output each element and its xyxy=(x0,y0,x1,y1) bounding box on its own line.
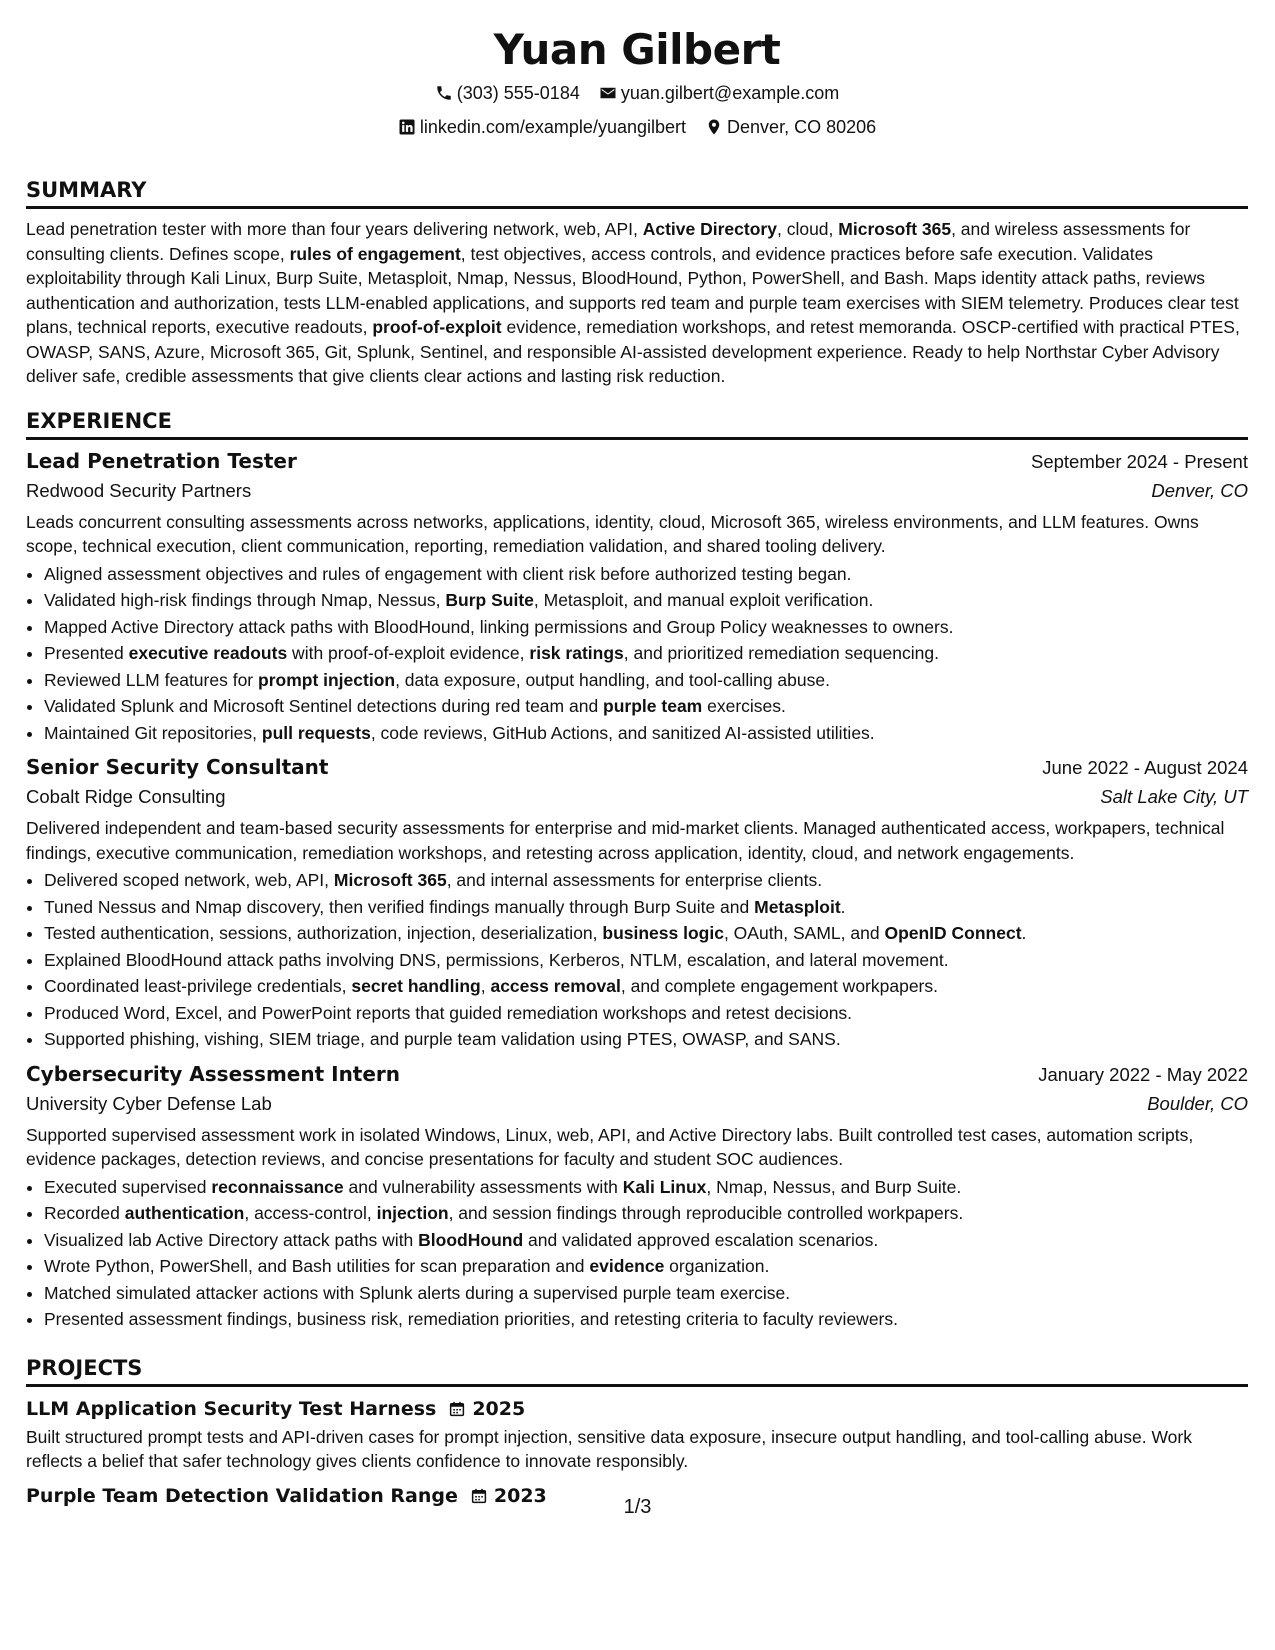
experience-heading: EXPERIENCE xyxy=(26,408,1248,440)
bold-keyword: purple team xyxy=(603,696,703,716)
bold-keyword: access removal xyxy=(490,976,621,996)
job-dates: January 2022 - May 2022 xyxy=(1038,1063,1248,1085)
bold-keyword: OpenID Connect xyxy=(884,923,1022,943)
bullet-item: • Supported phishing, vishing, SIEM triage, and purple team validation using PTES, OWASP, and SANS. xyxy=(44,1026,1248,1053)
summary-text: Lead penetration tester with more than four years delivering network, web, API, Active Directory, cloud, Microsoft 365, and wireless assessments for consulting clients. Defines scope, rules of engagement, test objectives, access controls, and evidence practices before safe execution. Validates exploitability through Kali Linux, Burp Suite, Metasploit, Nmap, Nessus, BloodHound, Python, PowerShell, and Bash. Maps identity attack paths, reviews authentication and authorization, tests LLM-enabled applications, and supports red team and purple team exercises with SIEM telemetry. Produces clear test plans, technical reports, executive readouts, proof-of-exploit evidence, remediation workshops, and retest memoranda. OSCP-certified with practical PTES, OWASP, SANS, Azure, Microsoft 365, Git, Splunk, Sentinel, and responsible AI-assisted development experience. Ready to help Northstar Cyber Advisory deliver safe, credible assessments that give clients clear actions and lasting risk reduction. xyxy=(26,219,1240,386)
bold-keyword: injection xyxy=(376,1203,449,1223)
bullet-item: • Maintained Git repositories, pull requests, code reviews, GitHub Actions, and sanitized AI-assisted utilities. xyxy=(44,720,1248,747)
projects-heading: PROJECTS xyxy=(26,1355,1248,1387)
job-title: Senior Security Consultant xyxy=(26,755,329,779)
bold-keyword: Microsoft 365 xyxy=(333,870,447,890)
bold-keyword: prompt injection xyxy=(258,669,396,690)
map-pin-icon xyxy=(705,118,723,136)
job-company: University Cyber Defense Lab xyxy=(26,1092,272,1114)
job-dates: June 2022 - August 2024 xyxy=(1042,757,1248,778)
location-contact xyxy=(705,116,876,138)
bullet-item: • Executed supervised reconnaissance and vulnerability assessments with Kali Linux, Nmap, Nessus, and Burp Suite. xyxy=(44,1174,1248,1201)
bullet-item: • Reviewed LLM features for prompt injection, data exposure, output handling, and tool-calling abuse. xyxy=(44,667,1248,694)
bold-keyword: secret handling xyxy=(351,976,481,996)
bold-keyword: Active Directory xyxy=(642,219,777,239)
bold-keyword: executive readouts xyxy=(128,643,288,663)
bold-keyword: rules of engagement xyxy=(289,243,461,264)
bold-keyword: evidence xyxy=(589,1256,665,1276)
envelope-icon xyxy=(599,84,617,102)
job-entry xyxy=(26,446,1248,747)
linkedin-contact[interactable] xyxy=(398,116,686,138)
project-name: Purple Team Detection Validation Range xyxy=(26,1484,458,1507)
email-text[interactable]: yuan.gilbert@example.com xyxy=(620,83,840,103)
bullet-item: • Wrote Python, PowerShell, and Bash utilities for scan preparation and evidence organization. xyxy=(44,1253,1248,1280)
bullet-item: • Tested authentication, sessions, authorization, injection, deserialization, business logic, OAuth, SAML, and OpenID Connect. xyxy=(44,920,1248,947)
project-description: Built structured prompt tests and API-driven cases for prompt injection, sensitive data exposure, insecure output handling, and tool-calling abuse. Work reflects a belief that safer technology gives clients confidence to innovate responsibly. xyxy=(26,1426,1192,1471)
bold-keyword: Burp Suite xyxy=(445,590,534,610)
project-entry xyxy=(26,1396,1248,1474)
bold-keyword: Kali Linux xyxy=(622,1176,707,1197)
job-location: Boulder, CO xyxy=(1147,1092,1248,1114)
contact-row-2 xyxy=(26,116,1248,141)
experience-list xyxy=(26,446,1248,1333)
job-description: Delivered independent and team-based security assessments for enterprise and mid-market clients. Managed authenticated access, workpapers, technical findings, executive communication, remediation workshops, and retesting across application, identity, cloud, and network engagements. xyxy=(26,818,1225,863)
phone-text: (303) 555-0184 xyxy=(456,83,580,103)
project-year: 2023 xyxy=(493,1484,547,1507)
bold-keyword: Microsoft 365 xyxy=(838,219,952,239)
bullet-item: • Aligned assessment objectives and rules of engagement with client risk before authorized testing began. xyxy=(44,561,1248,588)
phone-icon xyxy=(435,84,453,102)
job-entry xyxy=(26,1059,1248,1333)
calendar-icon xyxy=(448,1400,466,1418)
bullet-item: • Delivered scoped network, web, API, Microsoft 365, and internal assessments for enterprise clients. xyxy=(44,867,1248,894)
job-description: Leads concurrent consulting assessments across networks, applications, identity, cloud, Microsoft 365, wireless environments, and LLM features. Owns scope, technical execution, client communication, reporting, remediation validation, and shared tooling delivery. xyxy=(26,511,1199,556)
linkedin-text[interactable]: linkedin.com/example/yuangilbert xyxy=(419,117,687,137)
job-title: Cybersecurity Assessment Intern xyxy=(26,1061,401,1086)
bold-keyword: pull requests xyxy=(261,722,371,743)
job-bullets xyxy=(26,867,1248,1053)
job-location: Denver, CO xyxy=(1151,479,1248,501)
bullet-item: • Produced Word, Excel, and PowerPoint reports that guided remediation workshops and retest decisions. xyxy=(44,1000,1248,1027)
bold-keyword: risk ratings xyxy=(529,643,624,663)
bullet-item: • Mapped Active Directory attack paths with BloodHound, linking permissions and Group Policy weaknesses to owners. xyxy=(44,614,1248,641)
project-year: 2025 xyxy=(472,1397,526,1420)
bullet-item: • Tuned Nessus and Nmap discovery, then verified findings manually through Burp Suite and Metasploit. xyxy=(44,894,1248,921)
email-contact[interactable] xyxy=(599,82,839,104)
bullet-item: • Presented executive readouts with proof-of-exploit evidence, risk ratings, and prioritized remediation sequencing. xyxy=(44,640,1248,667)
job-description: Supported supervised assessment work in isolated Windows, Linux, web, API, and Active Directory labs. Built controlled test cases, automation scripts, evidence packages, detection reviews, and concise presentations for faculty and student SOC audiences. xyxy=(26,1124,1194,1169)
bullet-item: • Recorded authentication, access-control, injection, and session findings through reproducible controlled workpapers. xyxy=(44,1200,1248,1227)
linkedin-icon xyxy=(398,118,416,136)
job-company: Redwood Security Partners xyxy=(26,479,252,501)
bold-keyword: reconnaissance xyxy=(211,1176,344,1197)
project-name: LLM Application Security Test Harness xyxy=(26,1397,437,1420)
bullet-item: • Visualized lab Active Directory attack paths with BloodHound and validated approved escalation scenarios. xyxy=(44,1227,1248,1254)
job-bullets xyxy=(26,1174,1248,1333)
bullet-item: • Validated high-risk findings through Nmap, Nessus, Burp Suite, Metasploit, and manual exploit verification. xyxy=(44,587,1248,614)
bold-keyword: BloodHound xyxy=(418,1229,524,1250)
job-title: Lead Penetration Tester xyxy=(26,448,297,473)
job-dates: September 2024 - Present xyxy=(1031,450,1248,472)
bullet-item: • Presented assessment findings, business risk, remediation priorities, and retesting criteria to faculty reviewers. xyxy=(44,1306,1248,1333)
bullet-item: • Explained BloodHound attack paths involving DNS, permissions, Kerberos, NTLM, escalation, and lateral movement. xyxy=(44,947,1248,974)
job-bullets xyxy=(26,561,1248,747)
bullet-item: • Coordinated least-privilege credentials, secret handling, access removal, and complete engagement workpapers. xyxy=(44,973,1248,1000)
resume-page xyxy=(26,0,1248,1509)
location-text: Denver, CO 80206 xyxy=(727,117,877,137)
bullet-item: • Validated Splunk and Microsoft Sentinel detections during red team and purple team exercises. xyxy=(44,693,1248,720)
job-location: Salt Lake City, UT xyxy=(1100,786,1248,807)
candidate-name: Yuan Gilbert xyxy=(493,25,781,74)
page-number: 1/3 xyxy=(623,1496,652,1518)
bold-keyword: Metasploit xyxy=(754,896,841,917)
bold-keyword: business logic xyxy=(602,923,724,943)
contact-row-1 xyxy=(26,82,1248,107)
bold-keyword: authentication xyxy=(124,1203,245,1223)
bold-keyword: proof-of-exploit xyxy=(372,317,502,337)
bullet-item: • Matched simulated attacker actions with Splunk alerts during a supervised purple team exercise. xyxy=(44,1280,1248,1307)
summary-heading: SUMMARY xyxy=(26,177,1248,209)
phone-contact xyxy=(435,82,580,104)
job-entry xyxy=(26,752,1248,1053)
job-company: Cobalt Ridge Consulting xyxy=(26,786,226,807)
